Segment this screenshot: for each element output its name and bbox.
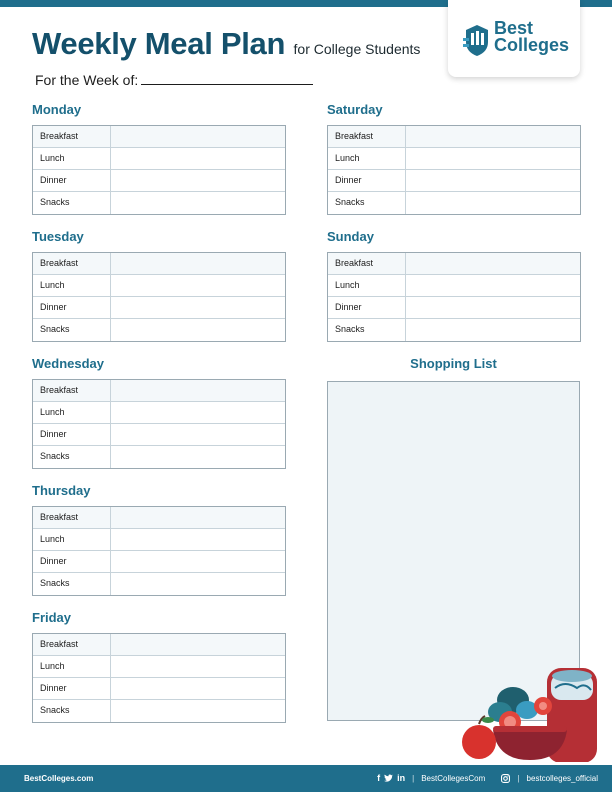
- meal-row-lunch: [33, 656, 285, 678]
- meal-label: Dinner: [328, 297, 406, 318]
- meal-label: Snacks: [33, 319, 111, 341]
- meal-label: Breakfast: [33, 253, 111, 274]
- day-title: Saturday: [327, 102, 383, 117]
- footer-separator: |: [412, 773, 415, 783]
- meal-entry-cell[interactable]: [406, 319, 580, 341]
- meal-entry-cell[interactable]: [406, 192, 580, 214]
- meal-label: Lunch: [328, 148, 406, 169]
- day-wednesday: [32, 356, 286, 469]
- logo-text: [494, 20, 569, 54]
- meal-entry-cell[interactable]: [111, 402, 285, 423]
- day-thursday: [32, 483, 286, 596]
- meal-table: [327, 125, 581, 215]
- day-tuesday: [32, 229, 286, 342]
- meal-entry-cell[interactable]: [111, 446, 285, 468]
- meal-row-dinner: [33, 424, 285, 446]
- meal-row-snacks: [33, 319, 285, 341]
- title-subtitle: for College Students: [293, 41, 421, 57]
- footer-handle-1[interactable]: BestCollegesCom: [421, 773, 486, 783]
- meal-label: Lunch: [33, 148, 111, 169]
- facebook-icon[interactable]: f: [377, 773, 381, 783]
- meal-row-lunch: [328, 275, 580, 297]
- page-title: [32, 26, 420, 62]
- meal-row-snacks: [328, 192, 580, 214]
- day-title: Sunday: [327, 229, 374, 244]
- meal-label: Dinner: [33, 678, 111, 699]
- meal-label: Snacks: [33, 700, 111, 722]
- linkedin-icon[interactable]: in: [397, 773, 406, 783]
- logo-text-line1: Best: [494, 18, 534, 38]
- meal-row-breakfast: [328, 126, 580, 148]
- week-of-blank-line[interactable]: [141, 72, 313, 85]
- meal-label: Dinner: [33, 297, 111, 318]
- meal-label: Dinner: [33, 424, 111, 445]
- meal-entry-cell[interactable]: [406, 275, 580, 296]
- meal-label: Snacks: [328, 319, 406, 341]
- meal-label: Dinner: [33, 170, 111, 191]
- meal-entry-cell[interactable]: [406, 170, 580, 191]
- meal-entry-cell[interactable]: [111, 297, 285, 318]
- meal-entry-cell[interactable]: [111, 275, 285, 296]
- meal-table: [32, 252, 286, 342]
- meal-label: Dinner: [328, 170, 406, 191]
- meal-label: Snacks: [33, 192, 111, 214]
- meal-row-dinner: [33, 678, 285, 700]
- day-sunday: [327, 229, 581, 342]
- meal-entry-cell[interactable]: [406, 148, 580, 169]
- meal-label: Lunch: [33, 275, 111, 296]
- meal-table: [32, 125, 286, 215]
- meal-row-dinner: [33, 551, 285, 573]
- meal-entry-cell[interactable]: [406, 297, 580, 318]
- meal-row-snacks: [328, 319, 580, 341]
- footer-social: [377, 773, 598, 783]
- meal-label: Dinner: [33, 551, 111, 572]
- meal-entry-cell[interactable]: [111, 678, 285, 699]
- meal-label: Snacks: [328, 192, 406, 214]
- meal-entry-cell[interactable]: [406, 253, 580, 274]
- meal-row-breakfast: [33, 380, 285, 402]
- meal-row-lunch: [33, 529, 285, 551]
- meal-entry-cell[interactable]: [111, 700, 285, 722]
- meal-table: [32, 633, 286, 723]
- meal-row-lunch: [328, 148, 580, 170]
- meal-entry-cell[interactable]: [111, 507, 285, 528]
- day-title: Tuesday: [32, 229, 84, 244]
- day-title: Friday: [32, 610, 72, 625]
- footer-separator: |: [517, 773, 520, 783]
- logo-text-line2: Colleges: [494, 35, 570, 55]
- title-main: Weekly Meal Plan: [32, 26, 286, 61]
- meal-row-snacks: [33, 573, 285, 595]
- meal-entry-cell[interactable]: [111, 192, 285, 214]
- shield-logo-icon: [463, 22, 491, 58]
- meal-row-breakfast: [33, 634, 285, 656]
- day-title: Thursday: [32, 483, 91, 498]
- meal-row-lunch: [33, 148, 285, 170]
- twitter-icon[interactable]: [384, 774, 393, 782]
- meal-label: Lunch: [33, 656, 111, 677]
- meal-row-snacks: [33, 700, 285, 722]
- instagram-icon[interactable]: [501, 774, 510, 783]
- meal-row-dinner: [328, 297, 580, 319]
- meal-row-lunch: [33, 402, 285, 424]
- meal-label: Snacks: [33, 573, 111, 595]
- meal-entry-cell[interactable]: [111, 380, 285, 401]
- meal-entry-cell[interactable]: [111, 656, 285, 677]
- meal-row-dinner: [33, 297, 285, 319]
- meal-entry-cell[interactable]: [406, 126, 580, 147]
- meal-row-breakfast: [328, 253, 580, 275]
- meal-label: Breakfast: [328, 253, 406, 274]
- meal-row-breakfast: [33, 126, 285, 148]
- week-of-field[interactable]: [35, 72, 313, 88]
- meal-label: Lunch: [33, 529, 111, 550]
- week-of-label: For the Week of:: [35, 72, 139, 88]
- meal-row-snacks: [33, 192, 285, 214]
- day-friday: [32, 610, 286, 723]
- meal-entry-cell[interactable]: [111, 319, 285, 341]
- shopping-list-title: Shopping List: [410, 356, 497, 371]
- meal-table: [32, 379, 286, 469]
- meal-label: Breakfast: [33, 380, 111, 401]
- meal-label: Snacks: [33, 446, 111, 468]
- meal-label: Breakfast: [33, 634, 111, 655]
- day-title: Wednesday: [32, 356, 105, 371]
- meal-row-snacks: [33, 446, 285, 468]
- food-illustration: [455, 660, 605, 762]
- meal-label: Breakfast: [33, 126, 111, 147]
- meal-entry-cell[interactable]: [111, 148, 285, 169]
- meal-label: Breakfast: [33, 507, 111, 528]
- meal-row-dinner: [33, 170, 285, 192]
- meal-row-lunch: [33, 275, 285, 297]
- meal-row-breakfast: [33, 507, 285, 529]
- meal-entry-cell[interactable]: [111, 424, 285, 445]
- meal-entry-cell[interactable]: [111, 170, 285, 191]
- meal-entry-cell[interactable]: [111, 529, 285, 550]
- meal-entry-cell[interactable]: [111, 634, 285, 655]
- meal-label: Breakfast: [328, 126, 406, 147]
- meal-label: Lunch: [33, 402, 111, 423]
- meal-label: Lunch: [328, 275, 406, 296]
- meal-table: [32, 506, 286, 596]
- bestcolleges-logo: [448, 0, 580, 77]
- meal-entry-cell[interactable]: [111, 573, 285, 595]
- meal-row-breakfast: [33, 253, 285, 275]
- day-monday: [32, 102, 286, 215]
- footer-website-link[interactable]: BestColleges.com: [24, 774, 94, 783]
- meal-row-dinner: [328, 170, 580, 192]
- meal-entry-cell[interactable]: [111, 126, 285, 147]
- footer: [0, 765, 612, 792]
- day-saturday: [327, 102, 581, 215]
- meal-table: [327, 252, 581, 342]
- footer-handle-2[interactable]: bestcolleges_official: [526, 773, 598, 783]
- footer-separator: [492, 774, 494, 783]
- meal-entry-cell[interactable]: [111, 551, 285, 572]
- meal-entry-cell[interactable]: [111, 253, 285, 274]
- day-title: Monday: [32, 102, 82, 117]
